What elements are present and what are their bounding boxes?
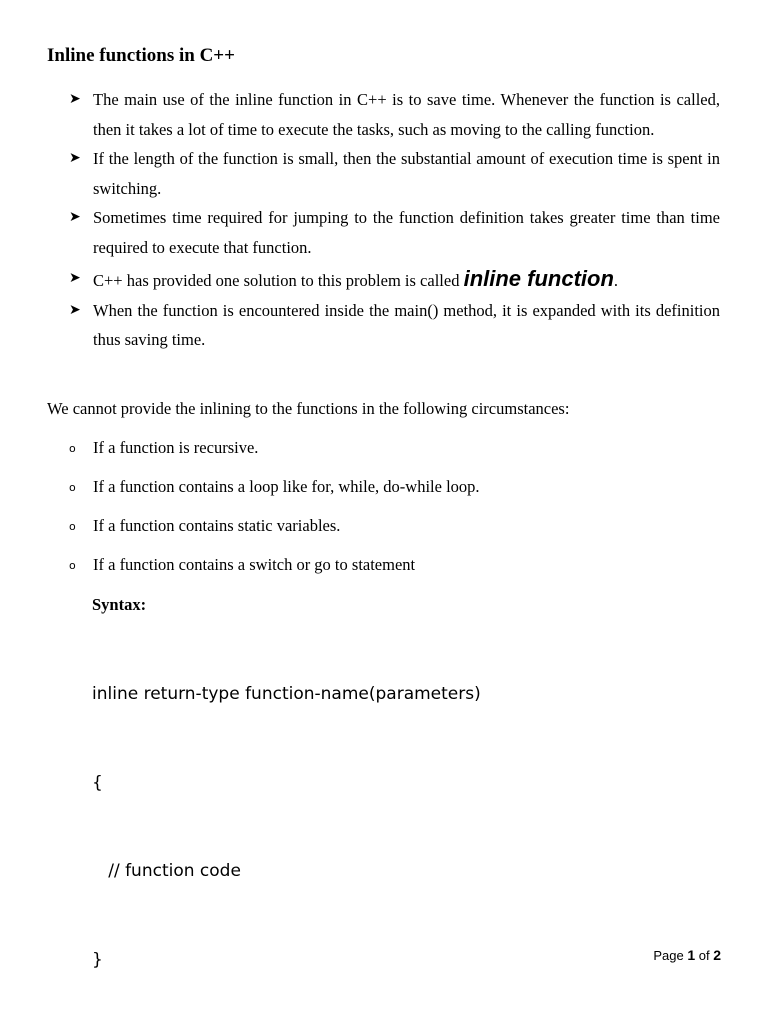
list-item [47, 553, 480, 592]
intro-paragraph: We cannot provide the inlining to the functions in the following circumstances: [47, 399, 570, 418]
circle-bullet-icon: o [69, 520, 76, 533]
code-line: { [92, 772, 103, 793]
list-item [47, 514, 480, 553]
list-item [47, 264, 720, 296]
code-block [92, 621, 481, 1034]
arrow-bullet-icon: ➤ [69, 270, 81, 286]
circle-bullet-icon: o [69, 481, 76, 494]
page-title: Inline functions in C++ [47, 45, 235, 66]
code-line: inline return-type function-name(parameters) [92, 684, 481, 704]
arrow-bullet-icon: ➤ [69, 301, 81, 318]
page-word: Page [653, 948, 684, 963]
circumstance-text: If a function contains a loop like for, while, do-while loop. [93, 477, 480, 496]
syntax-label: Syntax: [92, 595, 147, 614]
list-item [47, 144, 720, 203]
circle-bullet-icon: o [69, 442, 76, 455]
code-line: // function code [92, 861, 241, 881]
of-word: of [698, 948, 710, 963]
circle-bullet-icon: o [69, 559, 76, 572]
total-pages: 2 [713, 947, 721, 963]
list-item [47, 475, 480, 514]
circumstance-text: If a function is recursive. [93, 438, 259, 457]
emphasis-text: inline function [463, 266, 614, 291]
circumstance-list [47, 436, 480, 592]
code-line: } [92, 949, 103, 970]
bullet-list [47, 85, 720, 355]
bullet-text: The main use of the inline function in C++ is to save time. Whenever the function is called, then it takes a lot of time to execute the tasks, such as moving to the calling function. [93, 90, 720, 139]
bullet-text: Sometimes time required for jumping to the function definition takes greater time than time required to execute that function. [93, 208, 720, 257]
list-item [47, 296, 720, 355]
list-item [47, 203, 720, 262]
arrow-bullet-icon: ➤ [69, 91, 81, 107]
list-item [47, 85, 720, 144]
page-number-footer [653, 946, 721, 965]
bullet-text-end: . [613, 271, 619, 290]
bullet-text: C++ has provided one solution to this problem is called [93, 271, 464, 290]
list-item [47, 436, 480, 475]
arrow-bullet-icon: ➤ [69, 150, 81, 166]
circumstance-text: If a function contains static variables. [93, 516, 341, 535]
bullet-text: When the function is encountered inside the main() method, it is expanded with its definition thus saving time. [93, 300, 720, 349]
circumstance-text: If a function contains a switch or go to statement [93, 555, 416, 574]
current-page: 1 [687, 947, 696, 963]
arrow-bullet-icon: ➤ [69, 209, 81, 225]
bullet-text: If the length of the function is small, then the substantial amount of execution time is spent in switching. [93, 149, 720, 198]
